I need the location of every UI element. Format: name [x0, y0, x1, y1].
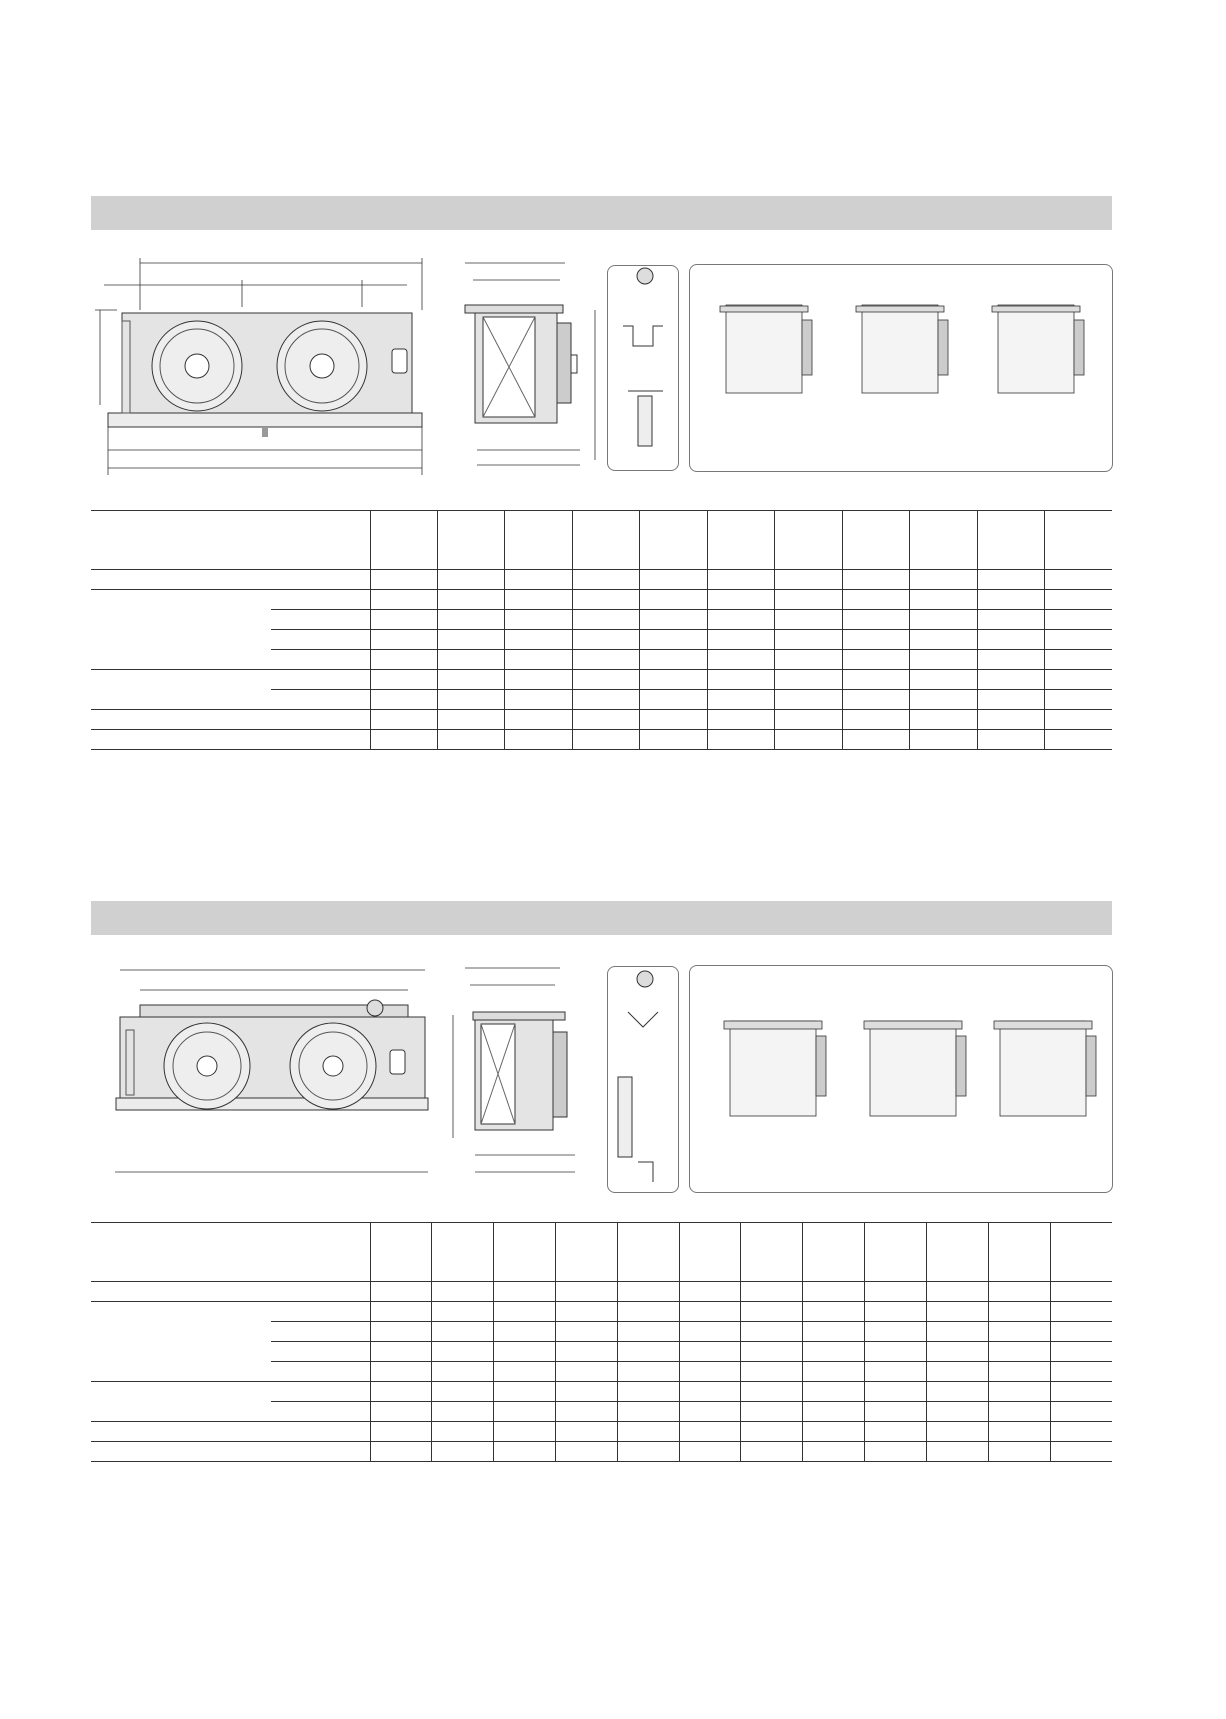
table-row [91, 690, 1112, 710]
table-header-row [91, 511, 1112, 570]
section-2-fin-variants-drawing [690, 966, 1112, 1192]
table-row [91, 590, 1112, 610]
section-1-spec-table [91, 510, 1112, 750]
section-1-side-view-drawing [455, 255, 605, 480]
section-2-front-view-drawing [110, 960, 435, 1180]
table-row [91, 1402, 1112, 1422]
section-2-header-band [91, 901, 1112, 935]
table-header-row [91, 1223, 1112, 1282]
section-1-fin-variants-panel [689, 264, 1113, 472]
table-row [91, 1382, 1112, 1402]
section-2-mounting-detail-panel [607, 966, 679, 1193]
section-1-mounting-detail-panel [607, 265, 679, 471]
table-row [91, 710, 1112, 730]
table-row [91, 1302, 1112, 1322]
table-row [91, 650, 1112, 670]
table-row [91, 1442, 1112, 1462]
table-row [91, 610, 1112, 630]
table-row [91, 1322, 1112, 1342]
section-1-front-view-drawing [92, 255, 437, 480]
section-1-header-band [91, 196, 1112, 230]
table-row [91, 570, 1112, 590]
table-row [91, 730, 1112, 750]
table-row [91, 1362, 1112, 1382]
table-row [91, 1342, 1112, 1362]
section-2-side-view-drawing [445, 960, 605, 1180]
section-1-fin-variants-drawing [690, 265, 1112, 471]
table-row [91, 1282, 1112, 1302]
section-2-spec-table [91, 1222, 1112, 1462]
table-row [91, 670, 1112, 690]
section-2-fin-variants-panel [689, 965, 1113, 1193]
section-1-mounting-detail-drawing [608, 266, 678, 470]
table-row [91, 1422, 1112, 1442]
section-2-mounting-detail-drawing [608, 967, 678, 1192]
table-row [91, 630, 1112, 650]
